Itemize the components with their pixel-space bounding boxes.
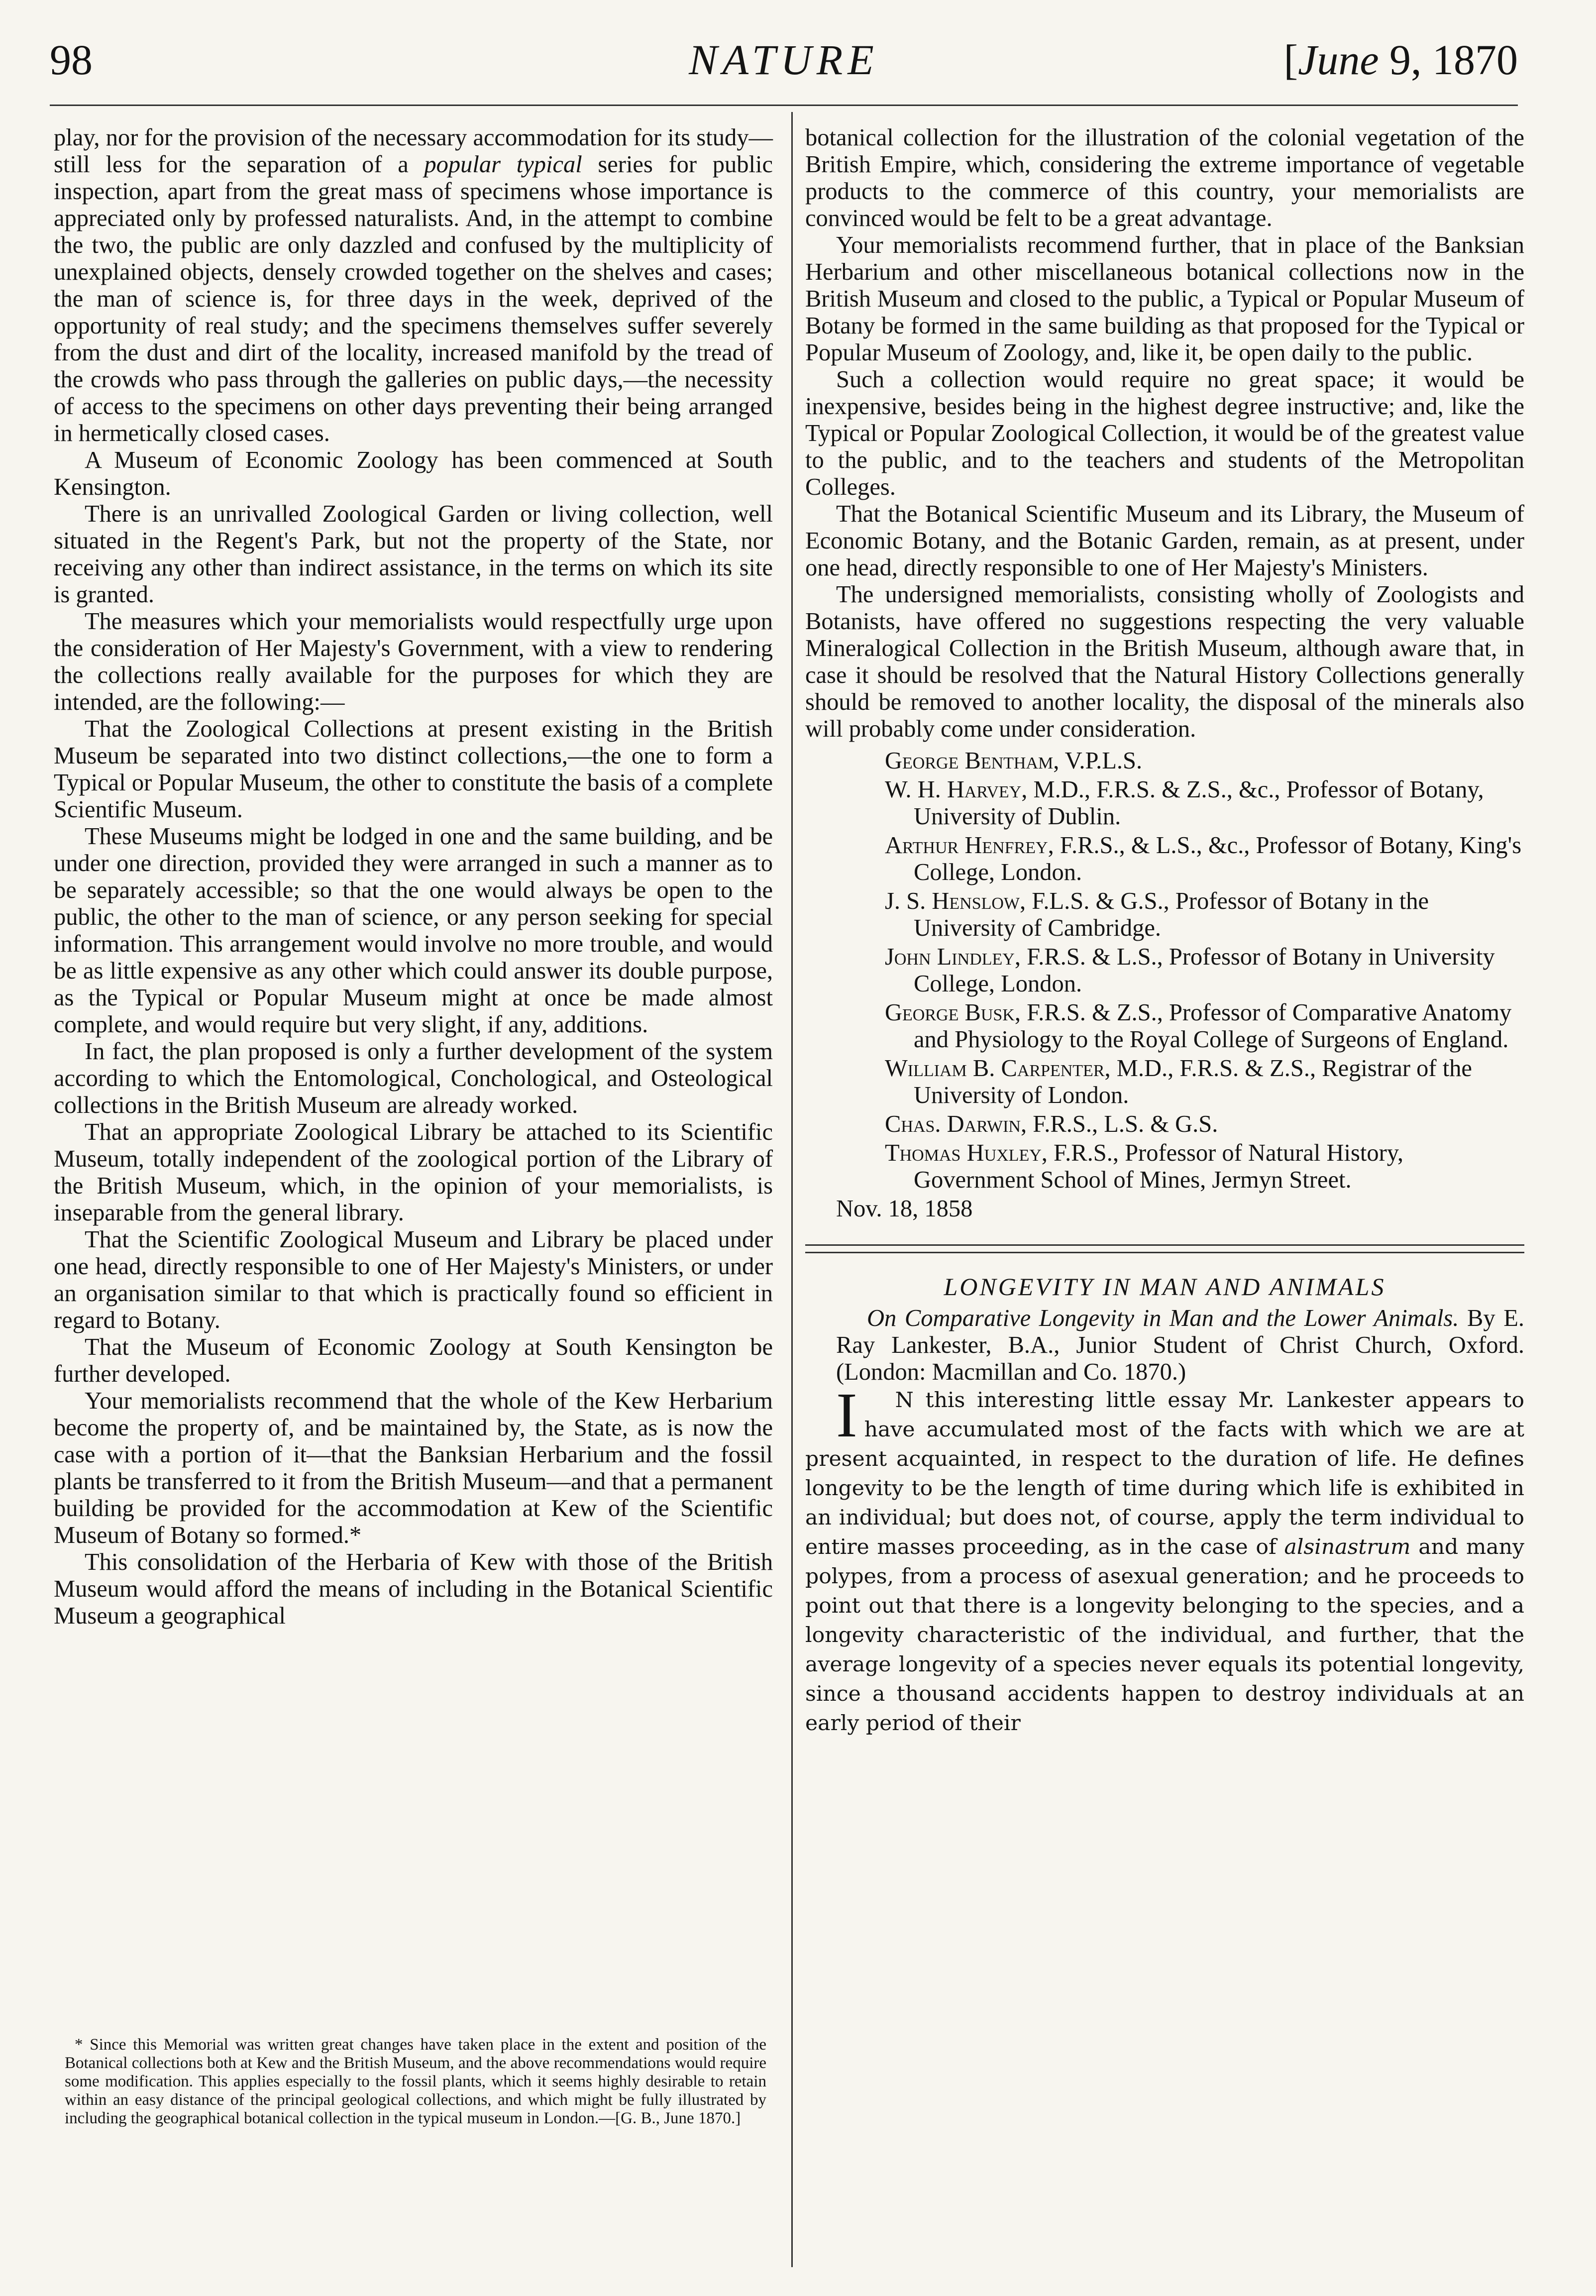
signatory-credentials: , F.R.S., L.S. & G.S. xyxy=(1020,1111,1218,1137)
signature xyxy=(885,888,1524,942)
date-bracket: [ xyxy=(1283,36,1298,84)
paragraph: A Museum of Economic Zoology has been commenced at South Kensington. xyxy=(54,447,773,500)
signatory-name: Arthur Henfrey xyxy=(885,832,1048,859)
paragraph: Your memorialists recommend that the whole of the Kew Herbarium become the property of, and be maintained by, the State, as is now the case with a portion of it—that the Banksian Herbarium and the fossil plants be transferred to it from the British Museum—and that a permanent building be provided for the accommodation at Kew of the Scientific Museum of Botany so formed.* xyxy=(54,1388,773,1548)
signature xyxy=(885,748,1524,774)
book-details: By E. Ray Lankester, B.A., Junior Student of Christ Church, Oxford. (London: Macmillan and Co. 1870.) xyxy=(836,1305,1524,1385)
signatory-name: John Lindley xyxy=(885,944,1015,970)
page-header xyxy=(50,35,1518,95)
review-citation xyxy=(805,1305,1524,1386)
signatory-name: W. H. Harvey xyxy=(885,776,1022,803)
signature xyxy=(885,776,1524,830)
date-day-year: 9, 1870 xyxy=(1379,36,1518,84)
signature-list xyxy=(805,748,1524,1194)
paragraph: There is an unrivalled Zoological Garden or living collection, well situated in the Regent's Park, but not the property of the State, nor receiving any other than indirect assistance, in the terms on which its site is granted. xyxy=(54,501,773,608)
book-title: On Comparative Longevity in Man and the Lower Animals. xyxy=(867,1305,1459,1331)
paragraph: That the Zoological Collections at present existing in the British Museum be separated into two distinct collections,—the one to form a Typical or Popular Museum, the other to constitute the basis of a complete Scientific Museum. xyxy=(54,716,773,823)
header-rule xyxy=(50,105,1518,106)
page-number: 98 xyxy=(50,36,93,84)
italic-phrase: popular typical xyxy=(424,151,582,178)
signatory-name: Thomas Huxley xyxy=(885,1140,1042,1166)
paragraph: play, nor for the provision of the necessary accommodation for its study—still less for the separation of a popular typical series for public inspection, apart from the great mass of specimens whose importance is appreciated only by professed naturalists. And, in the attempt to combine the two, the public are only dazzled and confused by the multiplicity of unexplained objects, densely crowded together on the shelves and cases; the man of science is, for three days in the week, deprived of the opportunity of real study; and the specimens themselves suffer severely from the dust and dirt of the locality, increased manifold by the tread of the crowds who pass through the galleries on public days,—the necessity of access to the specimens on other days preventing their being arranged in hermetically closed cases. xyxy=(54,124,773,446)
paragraph: Your memorialists recommend further, that in place of the Banksian Herbarium and other miscellaneous botanical collections now in the British Museum and closed to the public, a Typical or Popular Museum of Botany be formed in the same building as that proposed for the Typical or Popular Museum of Zoology, and, like it, be open daily to the public. xyxy=(805,232,1524,366)
signatory-credentials: , F.L.S. & G.S., Professor of Botany in the University of Cambridge. xyxy=(914,888,1429,941)
signature xyxy=(885,1055,1524,1109)
signatory-name: George Bentham xyxy=(885,748,1054,774)
paragraph: These Museums might be lodged in one and the same building, and be under one direction, provided they were arranged in such a manner as to be separately accessible; so that the one would always be open to the public, the other to the man of science, or any person seeking for special information. This arrangement would involve no more trouble, and would be as little expensive as any other which could answer its double purpose, as the Typical or Popular Museum might at once be made almost complete, and would require but very slight, if any, additions. xyxy=(54,823,773,1038)
signature xyxy=(885,1111,1524,1138)
journal-title: NATURE xyxy=(689,36,879,84)
signatory-credentials: , F.R.S., & L.S., &c., Professor of Botany, King's College, London. xyxy=(914,832,1522,885)
left-column xyxy=(54,124,773,1630)
signatory-name: William B. Carpenter xyxy=(885,1055,1105,1082)
signatory-credentials: , M.D., F.R.S. & Z.S., &c., Professor of Botany, University of Dublin. xyxy=(914,776,1484,830)
signatory-name: George Busk xyxy=(885,999,1015,1026)
signature xyxy=(885,832,1524,886)
paragraph: That the Botanical Scientific Museum and its Library, the Museum of Economic Botany, and the Botanic Garden, remain, as at present, under one head, directly responsible to one of Her Majesty's Ministers. xyxy=(805,501,1524,581)
paragraph: The measures which your memorialists would respectfully urge upon the consideration of Her Majesty's Government, with a view to rendering the collections really available for the purposes for which they are intended, are the following:— xyxy=(54,608,773,715)
signatory-name: J. S. Henslow xyxy=(885,888,1020,914)
review-body xyxy=(805,1380,1524,1738)
footnote xyxy=(65,2036,766,2128)
paragraph: That the Scientific Zoological Museum and Library be placed under one head, directly responsible to one of Her Majesty's Ministers, or under an organisation similar to that which is practically found so efficient in regard to Botany. xyxy=(54,1226,773,1333)
signatory-credentials: , M.D., F.R.S. & Z.S., Registrar of the University of London. xyxy=(914,1055,1472,1108)
paragraph: botanical collection for the illustration of the colonial vegetation of the British Empire, which, considering the extreme importance of vegetable products to the commerce of this country, your memorialists are convinced would be felt to be a great advantage. xyxy=(805,124,1524,231)
signatory-credentials: , F.R.S., Professor of Natural History, Government School of Mines, Jermyn Street. xyxy=(914,1140,1403,1193)
italic-term: alsinastrum xyxy=(1284,1535,1411,1559)
signatory-name: Chas. Darwin xyxy=(885,1111,1021,1137)
right-column xyxy=(805,124,1524,1738)
paragraph: Such a collection would require no great space; it would be inexpensive, besides being in the highest degree instructive; and, like the Typical or Popular Zoological Collection, it would be of the greatest value to the public, and to the teachers and students of the Metropolitan Colleges. xyxy=(805,366,1524,500)
memorial-date: Nov. 18, 1858 xyxy=(836,1196,973,1222)
signature xyxy=(885,999,1524,1053)
footnote-text: * Since this Memorial was written great changes have taken place in the extent and position of the Botanical collections both at Kew and the British Museum, and the above recommendations would require some modification. This applies especially to the fossil plants, which it seems highly desirable to retain within an easy distance of the principal geological collections, and which might be fully illustrated by including the geographical botanical collection in the typical museum in London.—[G. B., June 1870.] xyxy=(65,2036,766,2127)
paragraph: I N this interesting little essay Mr. Lankester appears to have accumulated most of the facts with which we are at present acquainted, in respect to the duration of life. He defines longevity to be the length of time during which life is exhibited in an individual; but does not, of course, apply the term individual to entire masses proceeding, as in the case of alsinastrum and many polypes, from a process of asexual generation; and he proceeds to point out that there is a longevity belonging to the species, and a longevity characteristic of the individual, and further, that the average longevity of a species never equals its potential longevity, since a thousand accidents happen to destroy individuals at an early period of their xyxy=(805,1380,1524,1736)
signature xyxy=(885,1140,1524,1194)
signatory-credentials: , V.P.L.S. xyxy=(1053,748,1143,774)
review-title: LONGEVITY IN MAN AND ANIMALS xyxy=(944,1273,1386,1301)
issue-date xyxy=(1284,35,1518,85)
signatory-credentials: , F.R.S. & L.S., Professor of Botany in University College, London. xyxy=(914,944,1495,997)
drop-cap: I xyxy=(836,1380,857,1450)
paragraph: That an appropriate Zoological Library be attached to its Scientific Museum, totally independent of the zoological portion of the Library of the British Museum, which, in the opinion of your memorialists, is inseparable from the general library. xyxy=(54,1119,773,1226)
paragraph: That the Museum of Economic Zoology at South Kensington be further developed. xyxy=(54,1334,773,1387)
paragraph: In fact, the plan proposed is only a further development of the system according to which the Entomological, Conchological, and Osteological collections in the British Museum are already worked. xyxy=(54,1038,773,1118)
paragraph: This consolidation of the Herbaria of Kew with those of the British Museum would afford the means of including in the Botanical Scientific Museum a geographical xyxy=(54,1549,773,1629)
signatory-credentials: , F.R.S. & Z.S., Professor of Comparative Anatomy and Physiology to the Royal College of Surgeons of England. xyxy=(914,999,1512,1053)
section-divider xyxy=(805,1244,1524,1253)
column-divider xyxy=(791,112,793,2267)
paragraph: The undersigned memorialists, consisting wholly of Zoologists and Botanists, have offered no suggestions respecting the very valuable Mineralogical Collection in the British Museum, although aware that, in case it should be resolved that the Natural History Collections generally should be removed to another locality, the disposal of the minerals also will probably come under consideration. xyxy=(805,581,1524,742)
signature xyxy=(885,944,1524,997)
date-month: June xyxy=(1298,36,1379,84)
